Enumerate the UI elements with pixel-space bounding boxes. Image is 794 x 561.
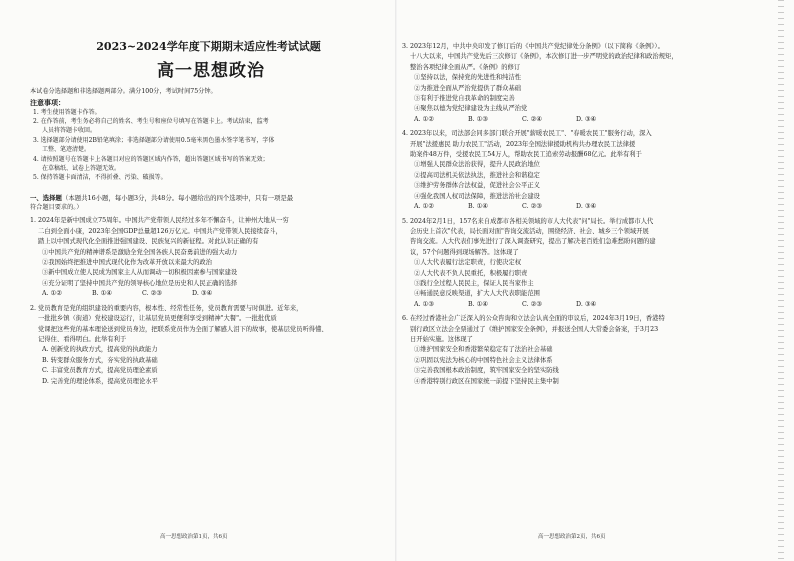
question-line: 3. 2023年12月，中共中央印发了修订后的《中国共产党纪律处分条例》（以下简称《条例》）。: [402, 43, 664, 50]
choice-d: D. ③④: [576, 203, 597, 211]
question-line: 记得住、看得明白。此举有利于: [38, 335, 127, 343]
statement-item: ①坚持以法，保持党的先进性和纯洁性: [414, 74, 522, 82]
question-line: 4. 2023年以来，司法部会同多部门联合开展"薪暖农民工"、"春暖农民工"服务行动，深入: [402, 130, 652, 138]
question-line: 1. 2024年是新中国成立75周年。中国共产党带领人民经过多年不懈奋斗，让神州大地从一穷: [30, 217, 289, 225]
note-line: 在草稿纸、试卷上答题无效。: [42, 165, 121, 173]
exam-title: 2023~2024学年度下期期末适应性考试试题: [96, 40, 321, 53]
statement-item: ③完善我国根本政治制度，筑牢国家安全的坚实防线: [414, 367, 559, 375]
statement-item: ①维护国家安全和香港繁荣稳定有了法治社会基础: [414, 346, 553, 354]
question-line: 会历史上首次"代表，局长面对面"咨询交流活动，围绕经济、社会、城乡三个领域开展: [410, 227, 649, 235]
notes-heading: 注意事项：: [30, 97, 65, 107]
answer-choices: [30, 289, 392, 299]
question-5: [402, 217, 774, 311]
question-1: [30, 216, 392, 299]
statement-item: ②为推进全面从严治党提供了群众基础: [414, 84, 522, 92]
section-instructions-cont: 符合题目要求的。）: [30, 203, 83, 211]
choice-a: A. ①③: [414, 300, 434, 308]
question-line: 议，57个问题得到现场解答。这体现了: [410, 248, 519, 256]
choice-d: D. ③④: [576, 115, 597, 123]
choice-c: C. ②③: [142, 290, 162, 298]
statement-item: ③维护劳务群体合法权益，促进社会公平正义: [414, 182, 540, 190]
question-line: 助案件48万件，受援农民工54万人，帮助农民工追索劳动报酬68亿元。此举有利于: [410, 151, 642, 159]
question-line: 6. 在经过香港社会广泛深入的公众咨询和立法会认真全面的审议后，2024年3月19日，香港特: [402, 315, 665, 323]
section-instructions: （本题共16小题，每小题3分，共48分。每小题给出的四个选项中，只有一项是最: [61, 193, 294, 202]
note-line: 5. 保持答题卡面清洁，不得折叠、污染、破损等。: [33, 174, 167, 182]
note-line: 4. 请按照题号在答题卡上各题目对应的答题区域内作答，超出答题区域书写的答案无效；: [33, 155, 269, 163]
note-line: 3. 选择题部分请使用2B铅笔填涂；非选择题部分请使用0.5毫米黑色墨水签字笔书写，字体: [33, 136, 275, 144]
choice-a: A. 创新党的执政方式，提高党的执政能力: [42, 346, 158, 354]
statement-item: ①中国共产党的精神谱系是激励全党全国各族人民奋勇前进的强大动力: [42, 248, 238, 256]
right-page: [402, 42, 774, 387]
statement-item: ④聚焦以德为党纪律建设为主线从严治党: [414, 105, 528, 113]
question-line: 咨询交流。人大代表们事先进行了深入调查研究，提出了解决老百姓们急难愁盼问题的建: [410, 238, 656, 246]
left-page-footer: 高一思想政治第1页，共6页: [160, 534, 228, 540]
note-line: 人员将答题卡收回。: [42, 127, 97, 135]
choice-a: A. ①②: [42, 290, 62, 298]
question-line: 二白到全面小康，2023年全国GDP总量超126万亿元。中国共产党带领人民接续奋斗，: [38, 227, 282, 235]
section-label: 一、选择题: [30, 193, 62, 202]
choice-b: B. ①④: [92, 290, 112, 298]
choice-c: C. ②③: [522, 203, 542, 211]
binding-edge: [778, 0, 784, 561]
right-page-footer: 高一思想政治第2页，共6页: [538, 534, 606, 540]
question-line: 开展"法援惠民 助力农民工"活动，2023年全国法律援助机构共办理农民工法律援: [410, 140, 636, 148]
statement-item: ③新中国成立使人民成为国家主人从而调动一切积极因素参与国家建设: [42, 269, 238, 277]
question-line: 党课把这些党的基本理论送到党员身边，把联系党员作为全面了解感人泪下的故事，使基层党员听得懂、: [38, 325, 328, 333]
choice-a: A. ①②: [414, 115, 434, 123]
statement-item: ①增强人民群众法治获得，提升人民政治地位: [414, 161, 540, 169]
statement-item: ②巩固以宪法为核心的中国特色社会主义法律体系: [414, 356, 553, 364]
choice-b: B. ①③: [468, 115, 488, 123]
question-line: 踏上以中国式现代化全面推进强国建设、民族复兴的新征程。对此认识正确的有: [38, 238, 259, 246]
statement-item: ③践行全过程人民民主，保证人民当家作主: [414, 279, 534, 287]
question-line: 整治各项纪律全面从严。《条例》的修订: [410, 63, 521, 71]
statement-item: ④强化我国人权司法保障，推进法治社会建设: [414, 192, 540, 200]
statement-item: ①人大代表履行法定职责，行使决定权: [414, 259, 522, 267]
statement-item: ③有利于推进党自我革命的制度完善: [414, 95, 515, 103]
page-fold: [395, 0, 397, 561]
answer-choices: [402, 115, 774, 125]
answer-choices: [402, 300, 774, 310]
section-heading: [30, 193, 392, 203]
question-line: 日开始实施。这体现了: [410, 335, 473, 343]
choice-b: B. 转变群众服务方式，夯实党的执政基础: [42, 356, 158, 364]
question-line: 一批批乡镇（街道）党校建设运行，让基层党员更便利享受到精神"大餐"。一批批优质: [38, 315, 277, 323]
note-line: 1. 考生使用答题卡作答。: [33, 108, 101, 116]
choice-b: B. ①④: [468, 203, 488, 211]
question-line: 别行政区立法会全票通过了《维护国家安全条例》，并报送全国人大常委会备案，于3月23: [410, 325, 659, 333]
question-4: [402, 129, 774, 212]
statement-item: ④畅通民意反映渠道，扩大人大代表职能范围: [414, 290, 540, 298]
choice-c: C. 丰富党员教育方式，提高党员理论素质: [42, 367, 158, 375]
question-line: 2. 党员教育是党的组织建设的重要内容，根本性、经常性任务，党员教育需要与时俱进。近年来，: [30, 304, 303, 312]
question-2: [30, 304, 392, 387]
statement-item: ②我国始终把推进中国式现代化作为改革开放以来最大的政治: [42, 259, 213, 267]
note-line: 2. 在作答前，考生务必将自己的姓名、考生号和座位号填写在答题卡上。考试结束，监考: [33, 118, 269, 125]
statement-item: ②提高司法机关依法执法，推进社会和谐稳定: [414, 171, 540, 179]
question-6: [402, 314, 774, 387]
note-line: 工整、笔迹清楚。: [42, 146, 91, 154]
choice-d: D. 完善党的理论体系，提高党员理论水平: [42, 377, 158, 385]
choice-c: C. ②③: [522, 300, 542, 308]
question-3: [402, 42, 774, 125]
statement-item: ②人大代表不负人民重托，积极履行职责: [414, 269, 528, 277]
answer-choices: [402, 202, 774, 212]
question-line: 5. 2024年2月1日，157名来自成都市各相关领域的市人大代表"问"局长。举行成都市人代: [402, 217, 654, 225]
choice-d: D. ③④: [576, 300, 597, 308]
intro-text: 本试卷分选择题和非选择题两部分。满分100分，考试时间75分钟。: [30, 88, 217, 95]
left-page: [30, 38, 392, 387]
statement-item: ④香港特别行政区在国家统一前提下坚持民主集中制: [414, 377, 559, 385]
subject-title: 高一思想政治: [157, 61, 265, 81]
choice-a: A. ①②: [414, 203, 434, 211]
choice-c: C. ②④: [522, 115, 542, 123]
question-line: 十八大以来，中国共产党先后三次修订《条例》，本次修订进一步严明党的政治纪律和政治规矩，: [410, 53, 678, 61]
choice-d: D. ③④: [192, 290, 213, 298]
statement-item: ④充分证明了坚持中国共产党的领导核心地位是历史和人民正确的选择: [42, 279, 238, 287]
choice-b: B. ①④: [468, 300, 488, 308]
